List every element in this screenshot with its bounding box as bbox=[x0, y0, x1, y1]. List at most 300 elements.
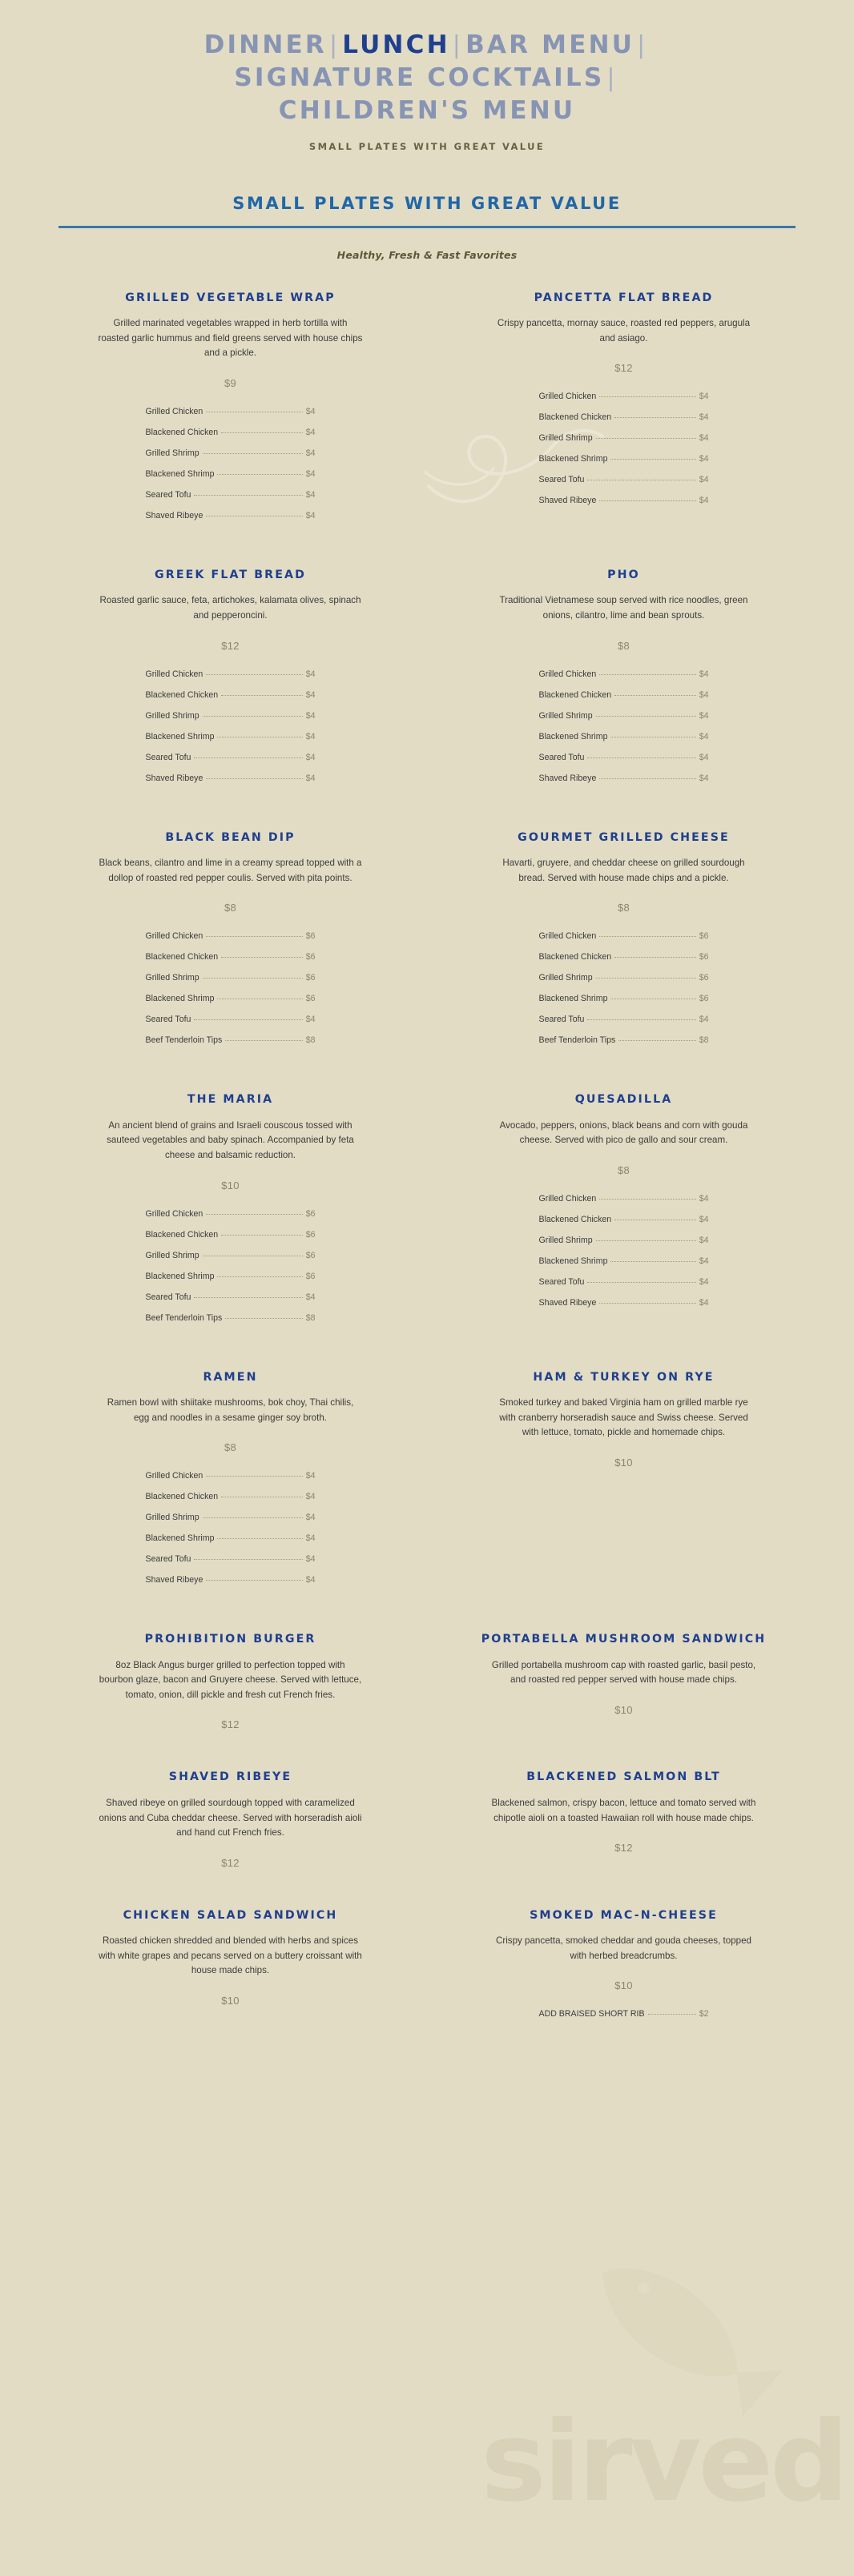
addon-dot-leader bbox=[217, 1276, 302, 1277]
addon-price: $4 bbox=[699, 433, 709, 444]
menu-item-price: $8 bbox=[617, 902, 630, 914]
addon-label: Grilled Shrimp bbox=[538, 973, 593, 983]
addon-dot-leader bbox=[194, 495, 302, 496]
row-spacer bbox=[34, 1334, 820, 1369]
menu-row bbox=[34, 1769, 820, 1871]
addon-row bbox=[539, 433, 709, 443]
menu-item-description: Roasted chicken shredded and blended with herbs and spices with white grapes and pecans served on a buttery croissant with house made chips. bbox=[99, 1935, 362, 1976]
addon-label: Grilled Chicken bbox=[145, 669, 203, 679]
menu-item-price: $12 bbox=[614, 362, 633, 375]
addon-price: $4 bbox=[699, 1256, 709, 1266]
addon-dot-leader bbox=[596, 978, 696, 979]
addon-row bbox=[539, 392, 709, 401]
menu-item-description: Roasted garlic sauce, feta, artichokes, kalamata olives, spinach and pepperoncini. bbox=[99, 595, 361, 621]
menu-column bbox=[427, 567, 820, 794]
menu-column bbox=[34, 1907, 427, 2031]
addon-label: ADD BRAISED SHORT RIB bbox=[538, 2009, 645, 2019]
menu-item-price: $12 bbox=[221, 1856, 240, 1869]
menu-item-name: QUESADILLA bbox=[574, 1093, 673, 1107]
addon-price: $4 bbox=[699, 1297, 709, 1308]
addon-price: $4 bbox=[305, 773, 316, 783]
menu-item-description: Havarti, gruyere, and cheddar cheese on grilled sourdough bread. Served with house made chips and a pickle. bbox=[502, 858, 745, 883]
addon-row bbox=[146, 669, 316, 679]
addon-label: Blackened Chicken bbox=[538, 1214, 612, 1224]
addon-price: $4 bbox=[305, 1015, 316, 1025]
addon-row bbox=[146, 448, 316, 458]
menu-column bbox=[34, 830, 427, 1057]
menu-item-description: Grilled portabella mushroom cap with roasted garlic, basil pesto, and roasted red pepper served with house made chips. bbox=[491, 1659, 756, 1686]
menu-column bbox=[34, 567, 427, 794]
addon-list bbox=[539, 2009, 709, 2019]
addon-price: $4 bbox=[305, 710, 316, 721]
addon-dot-leader bbox=[203, 1517, 303, 1518]
addon-row bbox=[146, 711, 316, 721]
addon-row bbox=[146, 1471, 316, 1481]
menu-item-name: BLACK BEAN DIP bbox=[165, 830, 296, 844]
menu-item-price: $8 bbox=[617, 639, 630, 652]
addon-price: $4 bbox=[305, 448, 316, 458]
menu-items bbox=[0, 290, 854, 2066]
addon-row bbox=[146, 753, 316, 762]
menu-item-description: Blackened salmon, crispy bacon, lettuce and tomato served with chipotle aioli on a toasted Hawaiian roll with house made chips. bbox=[491, 1798, 756, 1823]
addon-row bbox=[146, 490, 316, 500]
menu-item-description: Avocado, peppers, onions, black beans and corn with gouda cheese. Served with pico de gallo and sour cream. bbox=[499, 1119, 748, 1146]
menu-item-name: BLACKENED SALMON BLT bbox=[526, 1770, 721, 1784]
nav-item-bar-menu[interactable]: BAR MENU bbox=[465, 30, 635, 59]
addon-row bbox=[539, 1298, 709, 1308]
addon-dot-leader bbox=[194, 1559, 302, 1560]
addon-price: $6 bbox=[305, 1229, 316, 1240]
addon-label: Beef Tenderloin Tips bbox=[538, 1035, 616, 1046]
menu-item-price: $8 bbox=[224, 902, 237, 914]
nav-item-lunch[interactable]: LUNCH bbox=[342, 30, 450, 59]
addon-price: $6 bbox=[699, 931, 709, 942]
addon-price: $4 bbox=[305, 1492, 316, 1502]
addon-row bbox=[539, 753, 709, 762]
addon-row bbox=[539, 1015, 709, 1024]
addon-label: Blackened Shrimp bbox=[145, 731, 215, 741]
addon-price: $8 bbox=[305, 1312, 316, 1323]
addon-label: Blackened Shrimp bbox=[145, 1533, 215, 1544]
section-title: SMALL PLATES WITH GREAT VALUE bbox=[232, 193, 622, 213]
addon-dot-leader bbox=[587, 1282, 695, 1283]
addon-row bbox=[539, 1194, 709, 1204]
addon-dot-leader bbox=[221, 1235, 303, 1236]
addon-price: $6 bbox=[699, 973, 709, 983]
addon-row bbox=[539, 669, 709, 679]
addon-row bbox=[539, 412, 709, 422]
addon-label: Beef Tenderloin Tips bbox=[145, 1312, 223, 1323]
addon-row bbox=[146, 774, 316, 783]
menu-row bbox=[34, 1369, 820, 1597]
addon-label: Seared Tofu bbox=[145, 752, 191, 762]
addon-price: $4 bbox=[305, 510, 316, 520]
addon-price: $4 bbox=[305, 689, 316, 700]
menu-item bbox=[53, 1769, 408, 1868]
menu-item bbox=[53, 1631, 408, 1730]
addon-price: $6 bbox=[305, 1208, 316, 1219]
addon-price: $4 bbox=[305, 752, 316, 762]
nav-separator: | bbox=[452, 31, 464, 59]
addon-price: $4 bbox=[699, 1015, 709, 1025]
menu-column bbox=[427, 830, 820, 1057]
menu-item-name: PHO bbox=[607, 568, 640, 581]
addon-price: $4 bbox=[699, 412, 709, 423]
nav-item-childrens-menu[interactable]: CHILDREN'S MENU bbox=[278, 96, 576, 126]
addon-list bbox=[539, 1194, 709, 1308]
nav-line-2 bbox=[48, 62, 806, 94]
addon-dot-leader bbox=[618, 1040, 695, 1041]
addon-dot-leader bbox=[221, 432, 303, 433]
addon-dot-leader bbox=[599, 778, 695, 779]
addon-list bbox=[539, 669, 709, 783]
addon-row bbox=[539, 732, 709, 741]
addon-price: $4 bbox=[305, 1554, 316, 1565]
menu-column bbox=[34, 1091, 427, 1333]
menu-item-name: PORTABELLA MUSHROOM SANDWICH bbox=[481, 1633, 767, 1646]
addon-row bbox=[146, 1251, 316, 1260]
menu-column bbox=[34, 1631, 427, 1734]
menu-item-price: $12 bbox=[221, 1718, 240, 1731]
addon-row bbox=[146, 732, 316, 741]
addon-label: Blackened Chicken bbox=[145, 1229, 219, 1240]
addon-dot-leader bbox=[206, 674, 302, 675]
addon-price: $2 bbox=[699, 2009, 709, 2019]
addon-price: $4 bbox=[305, 1292, 316, 1302]
addon-label: Grilled Chicken bbox=[538, 669, 597, 679]
menu-column bbox=[34, 1369, 427, 1597]
menu-item-price: $10 bbox=[614, 1456, 633, 1469]
menu-item-description: Traditional Vietnamese soup served with rice noodles, green onions, cilantro, lime and bean sprouts. bbox=[499, 595, 748, 621]
fish-watermark bbox=[553, 2234, 793, 2418]
addon-price: $6 bbox=[305, 994, 316, 1004]
addon-label: Grilled Chicken bbox=[538, 392, 597, 402]
menu-item-description: An ancient blend of grains and Israeli couscous tossed with sauteed vegetables and baby spinach. Accompanied by feta cheese and balsamic reduction. bbox=[107, 1119, 354, 1160]
addon-row bbox=[146, 428, 316, 437]
addon-label: Blackened Chicken bbox=[538, 412, 612, 423]
addon-price: $4 bbox=[699, 1276, 709, 1287]
addon-dot-leader bbox=[614, 695, 696, 696]
addon-row bbox=[539, 711, 709, 721]
menu-row bbox=[34, 1907, 820, 2031]
menu-item-description: 8oz Black Angus burger grilled to perfection topped with bourbon glaze, bacon and Gruyere cheese. Served with lettuce, tomato, onion, dill pickle and fresh cut French fries. bbox=[99, 1659, 362, 1700]
addon-list bbox=[146, 931, 316, 1045]
addon-row bbox=[539, 952, 709, 962]
addon-dot-leader bbox=[225, 1318, 302, 1319]
addon-price: $4 bbox=[699, 689, 709, 700]
row-spacer bbox=[34, 794, 820, 830]
menu-item-name: GREEK FLAT BREAD bbox=[155, 568, 306, 581]
menu-column bbox=[427, 1907, 820, 2031]
addon-dot-leader bbox=[203, 453, 303, 454]
row-spacer bbox=[34, 1734, 820, 1769]
addon-list bbox=[146, 1471, 316, 1585]
addon-label: Blackened Shrimp bbox=[538, 1256, 608, 1266]
addon-price: $6 bbox=[305, 1250, 316, 1260]
menu-item-description: Shaved ribeye on grilled sourdough topped with caramelized onions and Cuba cheddar cheese. Served with horseradish aioli and hand cut French fries. bbox=[99, 1798, 362, 1839]
addon-label: Blackened Chicken bbox=[538, 689, 612, 700]
menu-item bbox=[446, 567, 801, 783]
menu-row bbox=[34, 290, 820, 532]
addon-label: Shaved Ribeye bbox=[145, 773, 203, 783]
addon-label: Seared Tofu bbox=[538, 1276, 585, 1287]
addon-label: Grilled Chicken bbox=[145, 406, 203, 416]
addon-dot-leader bbox=[599, 1303, 695, 1304]
menu-column bbox=[427, 1631, 820, 1734]
addon-dot-leader bbox=[203, 716, 303, 717]
menu-item bbox=[53, 830, 408, 1046]
menu-item-description: Smoked turkey and baked Virginia ham on grilled marble rye with cranberry horseradish sauce and Swiss cheese. Served with lettuce, tomato, pickle and homemade chips. bbox=[499, 1397, 748, 1438]
addon-dot-leader bbox=[614, 957, 696, 958]
addon-price: $4 bbox=[699, 392, 709, 402]
menu-item bbox=[53, 567, 408, 783]
addon-dot-leader bbox=[610, 1261, 695, 1262]
addon-dot-leader bbox=[206, 778, 302, 779]
addon-label: Grilled Shrimp bbox=[145, 973, 199, 983]
addon-price: $4 bbox=[699, 475, 709, 485]
addon-row bbox=[539, 1035, 709, 1045]
addon-price: $8 bbox=[699, 1035, 709, 1046]
addon-label: Shaved Ribeye bbox=[145, 510, 203, 520]
addon-price: $4 bbox=[699, 731, 709, 741]
addon-label: Grilled Shrimp bbox=[538, 710, 593, 721]
row-spacer bbox=[34, 1056, 820, 1091]
addon-row bbox=[539, 994, 709, 1003]
addon-row bbox=[146, 1230, 316, 1240]
addon-price: $4 bbox=[699, 773, 709, 783]
addon-row bbox=[146, 973, 316, 983]
addon-label: Grilled Shrimp bbox=[145, 1513, 199, 1523]
addon-label: Grilled Chicken bbox=[145, 931, 203, 942]
section-header bbox=[0, 194, 854, 261]
menu-column bbox=[427, 1369, 820, 1597]
addon-row bbox=[539, 1215, 709, 1224]
addon-list bbox=[539, 931, 709, 1045]
addon-row bbox=[539, 1236, 709, 1245]
menu-item-name: CHICKEN SALAD SANDWICH bbox=[123, 1908, 338, 1922]
menu-item-name: HAM & TURKEY ON RYE bbox=[533, 1370, 715, 1384]
addon-price: $4 bbox=[699, 1193, 709, 1204]
addon-price: $4 bbox=[699, 1235, 709, 1245]
addon-label: Seared Tofu bbox=[538, 752, 585, 762]
menu-row bbox=[34, 1631, 820, 1734]
menu-item-name: THE MARIA bbox=[187, 1093, 274, 1107]
addon-dot-leader bbox=[599, 396, 695, 397]
addon-price: $6 bbox=[305, 973, 316, 983]
nav-item-signature-cocktails[interactable]: SIGNATURE COCKTAILS bbox=[234, 63, 605, 93]
addon-label: Seared Tofu bbox=[145, 1554, 191, 1565]
menu-item-price: $10 bbox=[221, 1179, 240, 1192]
addon-dot-leader bbox=[221, 957, 303, 958]
addon-dot-leader bbox=[587, 1019, 695, 1020]
addon-row bbox=[146, 931, 316, 941]
nav-separator: | bbox=[606, 64, 618, 93]
menu-item bbox=[53, 1369, 408, 1585]
menu-item bbox=[446, 830, 801, 1046]
addon-row bbox=[146, 1575, 316, 1585]
addon-list bbox=[539, 392, 709, 505]
section-subtitle: Healthy, Fresh & Fast Favorites bbox=[336, 248, 518, 261]
menu-item bbox=[53, 1091, 408, 1322]
addon-label: Blackened Shrimp bbox=[145, 1271, 215, 1281]
menu-column bbox=[427, 290, 820, 532]
addon-price: $4 bbox=[305, 406, 316, 416]
menu-row bbox=[34, 830, 820, 1057]
addon-dot-leader bbox=[221, 695, 303, 696]
row-spacer bbox=[34, 532, 820, 567]
addon-row bbox=[146, 407, 316, 416]
addon-price: $4 bbox=[699, 710, 709, 721]
menu-item-price: $12 bbox=[221, 639, 240, 652]
addon-label: Shaved Ribeye bbox=[538, 1297, 597, 1308]
addon-label: Grilled Shrimp bbox=[145, 1250, 199, 1260]
menu-item bbox=[446, 1769, 801, 1854]
addon-row bbox=[146, 1554, 316, 1564]
addon-dot-leader bbox=[596, 1240, 696, 1241]
nav-separator: | bbox=[637, 31, 648, 59]
menu-item-description: Crispy pancetta, smoked cheddar and gouda cheeses, topped with herbed breadcrumbs. bbox=[495, 1935, 752, 1961]
addon-row bbox=[146, 1292, 316, 1302]
menu-item-name: PROHIBITION BURGER bbox=[144, 1633, 316, 1646]
addon-row bbox=[539, 1277, 709, 1287]
addon-row bbox=[539, 496, 709, 505]
menu-item-description: Ramen bowl with shiitake mushrooms, bok choy, Thai chilis, egg and noodles in a sesame ginger soy broth. bbox=[107, 1397, 354, 1423]
addon-row bbox=[146, 1313, 316, 1323]
addon-list bbox=[146, 669, 316, 783]
menu-item bbox=[446, 1907, 801, 2019]
addon-dot-leader bbox=[610, 459, 695, 460]
menu-item-name: SHAVED RIBEYE bbox=[168, 1770, 292, 1784]
menu-item-name: PANCETTA FLAT BREAD bbox=[534, 291, 714, 304]
addon-dot-leader bbox=[206, 1476, 302, 1477]
addon-label: Blackened Chicken bbox=[145, 427, 219, 437]
menu-item-name: RAMEN bbox=[203, 1370, 258, 1384]
addon-price: $4 bbox=[305, 489, 316, 500]
sirved-watermark: sirved bbox=[481, 2397, 846, 2526]
addon-label: Grilled Shrimp bbox=[145, 448, 199, 458]
addon-label: Shaved Ribeye bbox=[538, 496, 597, 506]
addon-row bbox=[146, 1533, 316, 1543]
addon-dot-leader bbox=[203, 978, 303, 979]
menu-item-price: $12 bbox=[614, 1842, 633, 1855]
addon-row bbox=[539, 454, 709, 464]
addon-label: Seared Tofu bbox=[145, 489, 191, 500]
nav-line-1 bbox=[48, 29, 806, 62]
addon-row bbox=[146, 1209, 316, 1219]
row-spacer bbox=[34, 2030, 820, 2065]
addon-price: $4 bbox=[305, 1575, 316, 1585]
nav-item-dinner[interactable]: DINNER bbox=[203, 30, 327, 59]
addon-price: $4 bbox=[305, 1471, 316, 1481]
addon-price: $6 bbox=[699, 952, 709, 962]
addon-price: $4 bbox=[305, 731, 316, 741]
addon-label: Shaved Ribeye bbox=[145, 1575, 203, 1585]
addon-row bbox=[146, 952, 316, 962]
addon-label: Blackened Shrimp bbox=[538, 454, 608, 464]
addon-dot-leader bbox=[599, 674, 695, 675]
addon-row bbox=[146, 1035, 316, 1045]
menu-item-price: $9 bbox=[224, 376, 237, 389]
addon-label: Grilled Chicken bbox=[145, 1471, 203, 1481]
addon-price: $6 bbox=[305, 1271, 316, 1281]
addon-price: $6 bbox=[305, 952, 316, 962]
addon-row bbox=[146, 1015, 316, 1024]
menu-item-price: $10 bbox=[614, 1979, 633, 1992]
menu-item bbox=[53, 1907, 408, 2007]
menu-item-price: $10 bbox=[221, 1994, 240, 2007]
addon-label: Blackened Shrimp bbox=[538, 731, 608, 741]
addon-label: Grilled Shrimp bbox=[145, 710, 199, 721]
addon-row bbox=[146, 1513, 316, 1522]
addon-price: $4 bbox=[305, 669, 316, 679]
menu-row bbox=[34, 567, 820, 794]
addon-list bbox=[146, 1209, 316, 1323]
menu-column bbox=[34, 1769, 427, 1871]
menu-tagline: SMALL PLATES WITH GREAT VALUE bbox=[308, 140, 546, 152]
menu-item bbox=[446, 1631, 801, 1716]
nav-separator: | bbox=[328, 31, 340, 59]
addon-dot-leader bbox=[599, 500, 695, 501]
addon-label: Beef Tenderloin Tips bbox=[145, 1035, 223, 1046]
addon-row bbox=[539, 690, 709, 700]
addon-dot-leader bbox=[194, 1297, 302, 1298]
addon-dot-leader bbox=[217, 474, 302, 475]
menu-item-name: GRILLED VEGETABLE WRAP bbox=[125, 291, 336, 304]
addon-price: $4 bbox=[305, 468, 316, 479]
menu-item bbox=[446, 290, 801, 506]
addon-row bbox=[539, 774, 709, 783]
addon-label: Seared Tofu bbox=[538, 1015, 585, 1025]
addon-price: $6 bbox=[699, 994, 709, 1004]
addon-price: $4 bbox=[699, 669, 709, 679]
addon-label: Blackened Shrimp bbox=[145, 468, 215, 479]
menu-item-price: $10 bbox=[614, 1703, 633, 1716]
addon-price: $4 bbox=[305, 1533, 316, 1544]
addon-price: $4 bbox=[699, 496, 709, 506]
addon-price: $4 bbox=[305, 1513, 316, 1523]
addon-dot-leader bbox=[206, 936, 302, 937]
addon-label: Blackened Chicken bbox=[145, 1492, 219, 1502]
addon-label: Grilled Chicken bbox=[145, 1208, 203, 1219]
addon-dot-leader bbox=[648, 2014, 696, 2015]
addon-label: Seared Tofu bbox=[145, 1292, 191, 1302]
menu-item-description: Crispy pancetta, mornay sauce, roasted red peppers, arugula and asiago. bbox=[497, 318, 751, 344]
addon-label: Blackened Shrimp bbox=[538, 994, 608, 1004]
addon-row bbox=[146, 1492, 316, 1501]
addon-price: $8 bbox=[305, 1035, 316, 1046]
addon-dot-leader bbox=[599, 1199, 695, 1200]
menu-column bbox=[427, 1769, 820, 1871]
menu-item bbox=[446, 1091, 801, 1308]
menu-column bbox=[34, 290, 427, 532]
menu-item-description: Black beans, cilantro and lime in a creamy spread topped with a dollop of roasted red pepper coulis. Served with pita points. bbox=[99, 858, 362, 883]
section-divider bbox=[58, 226, 796, 228]
menu-item-name: GOURMET GRILLED CHEESE bbox=[518, 830, 730, 844]
addon-row bbox=[146, 511, 316, 520]
menu-item-price: $8 bbox=[224, 1441, 237, 1454]
nav-line-3 bbox=[48, 94, 806, 127]
addon-dot-leader bbox=[596, 716, 696, 717]
addon-row bbox=[146, 690, 316, 700]
menu-item bbox=[53, 290, 408, 520]
addon-label: Blackened Chicken bbox=[145, 952, 219, 962]
addon-row bbox=[539, 1256, 709, 1266]
menu-item-name: SMOKED MAC-N-CHEESE bbox=[530, 1908, 718, 1922]
menu-column bbox=[427, 1091, 820, 1333]
menu-item bbox=[446, 1369, 801, 1469]
addon-label: Blackened Shrimp bbox=[145, 994, 215, 1004]
addon-row bbox=[146, 994, 316, 1003]
